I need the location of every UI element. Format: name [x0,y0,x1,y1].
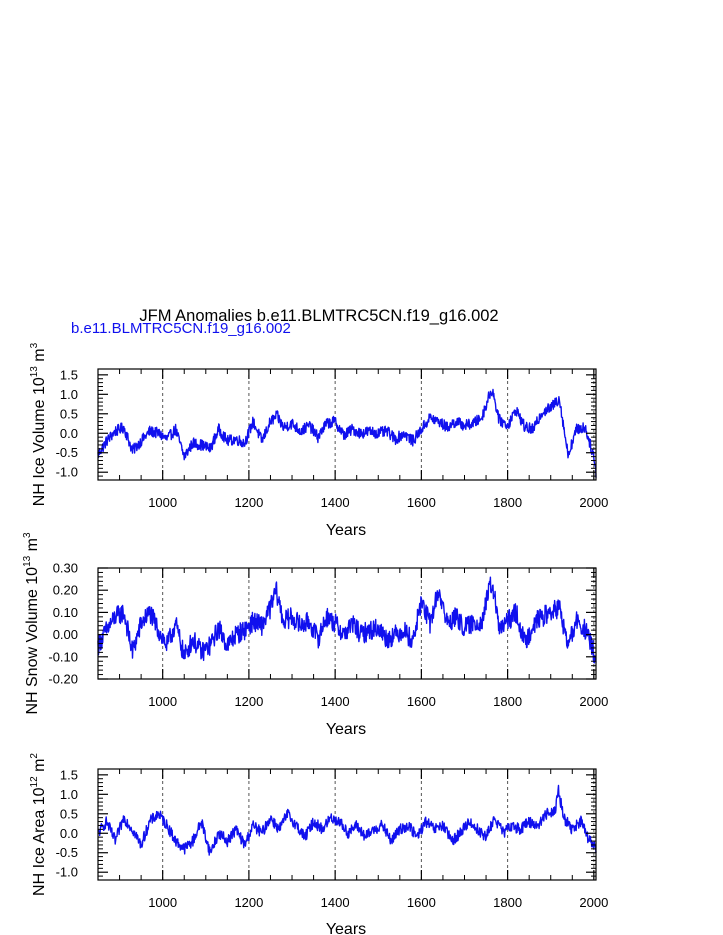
x-tick-label: 1800 [493,495,523,510]
series-line [98,786,596,856]
x-tick-label: 1600 [406,495,436,510]
x-tick-label: 1000 [148,495,178,510]
x-tick-label: 1000 [148,895,178,910]
y-tick-label: 0.0 [59,425,78,441]
y-axis-label [29,342,48,506]
y-tick-label: 0.0 [59,825,78,841]
x-axis-label: Years [325,921,367,935]
y-axis-unit-sup: 2 [29,753,40,759]
y-tick-label: 0.00 [52,627,78,643]
x-tick-label: 1200 [234,895,264,910]
y-axis-label [29,753,48,896]
y-tick-label: 1.0 [59,786,78,802]
series-line [98,389,596,477]
x-tick-label: 1800 [493,895,523,910]
y-tick-label: 1.5 [59,767,78,783]
y-axis-label-text: NH Ice Area 10 [31,787,48,896]
y-axis-unit-power: 12 [29,776,40,788]
y-tick-label: 0.10 [52,604,78,620]
y-tick-label: 0.5 [59,806,78,822]
y-axis-unit: m [31,758,48,777]
chart-panel-1 [29,342,608,539]
y-axis-unit-sup: 3 [29,342,40,349]
y-tick-label: -0.5 [55,445,78,461]
x-tick-label: 2000 [579,495,609,510]
y-axis-unit: m [31,348,48,367]
figure-title: JFM Anomalies b.e11.BLMTRC5CN.f19_g16.002 [139,307,499,325]
y-axis-label-text: NH Snow Volume 10 [24,566,41,715]
x-tick-label: 1600 [406,895,436,910]
y-tick-label: -0.20 [48,671,78,687]
y-tick-label: 1.5 [59,367,78,383]
x-tick-label: 1400 [320,694,350,709]
x-tick-label: 2000 [579,694,609,709]
y-tick-label: 1.0 [59,386,78,402]
y-tick-label: -1.0 [55,464,78,480]
x-tick-label: 1200 [234,495,264,510]
chart-panel-2 [22,532,608,738]
x-tick-label: 1600 [406,694,436,709]
panels [22,342,608,935]
x-tick-label: 1200 [234,694,264,709]
y-tick-label: -0.10 [48,649,78,665]
x-tick-label: 1400 [320,895,350,910]
y-axis-unit-power: 13 [22,555,33,567]
plot-frame [98,568,596,679]
y-axis-unit: m [24,538,41,556]
y-tick-label: -0.5 [55,845,78,861]
x-tick-label: 2000 [579,895,609,910]
chart-panel-3 [29,753,608,935]
y-tick-label: 0.5 [59,406,78,422]
y-axis-unit-power: 13 [29,366,40,378]
series-line [98,577,596,663]
x-tick-label: 1800 [493,694,523,709]
x-axis-label: Years [325,721,367,738]
legend-label: b.e11.BLMTRC5CN.f19_g16.002 [71,320,291,337]
y-axis-unit-sup: 3 [22,532,33,539]
x-tick-label: 1400 [320,495,350,510]
y-tick-label: 0.30 [52,560,78,576]
y-axis-label-text: NH Ice Volume 10 [31,377,48,507]
y-tick-label: -1.0 [55,864,78,880]
x-tick-label: 1000 [148,694,178,709]
x-axis-label: Years [325,522,367,539]
y-axis-label [22,532,41,715]
y-tick-label: 0.20 [52,582,78,598]
